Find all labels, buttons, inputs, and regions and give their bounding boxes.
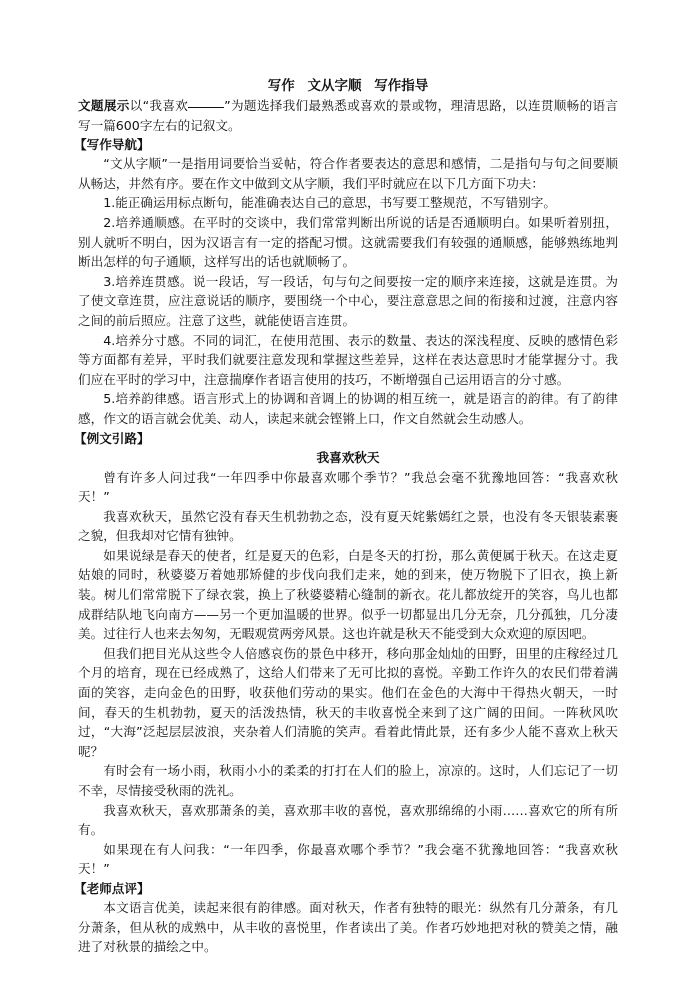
essay-paragraph-2: 我喜欢秋天，虽然它没有春天生机勃勃之态，没有夏天姹紫嫣红之景，也没有冬天银装素裹之貌，但我却对它情有独钟。 [78,508,618,544]
title-part-1: 写作 [267,78,295,94]
task-label: 文题展示 [78,98,130,113]
guide-point-3: 3.培养连贯感。说一段话，写一段话，句与句之间要按一定的顺序来连接，这就是连贯。为了使文章连贯，应注意说话的顺序，要围绕一个中心，要注意意思之间的衔接和过渡，注意内容之间的前后照应。注意了这些，就能使语言连贯。 [78,273,618,328]
task-text-before: 以“我喜欢 [129,98,189,113]
guide-point-2: 2.培养通顺感。在平时的交谈中，我们常常判断出所说的话是否通顺明白。如果听着别扭，别人就听不明白，因为汉语言有一定的搭配习惯。这就需要我们有较强的通顺感，能够熟练地判断出怎样的句子通顺，这样写出的话也就顺畅了。 [78,214,618,270]
essay-paragraph-5: 有时会有一场小雨，秋雨小小的柔柔的打打在人们的脸上，凉凉的。这时，人们忘记了一切不幸，尽情接受秋雨的洗礼。 [78,763,618,798]
title-part-2: 文从字顺 [307,78,362,94]
review-text: 本文语言优美，读起来很有韵律感。面对秋天，作者有独特的眼光：纵然有几分萧条，有几分萧条，但从秋的成熟中，从丰收的喜悦里，作者读出了美。作者巧妙地把对秋的赞美之情，融进了对秋景的描绘之中。 [78,899,618,955]
essay-paragraph-1: 曾有许多人问过我“一年四季中你最喜欢哪个季节？”我总会毫不犹豫地回答：“我喜欢秋天！” [78,469,618,505]
guide-heading: 【写作导航】 [74,137,150,153]
review-heading: 【老师点评】 [74,880,150,896]
document-page [74,76,619,957]
guide-intro: “文从字顺”一是指用词要恰当妥帖，符合作者要表达的意思和感情，二是指句与句之间要顺从畅达，井然有序。要在作文中做到文从字顺，我们平时就应在以下几方面下功夫： [78,156,618,191]
essay-paragraph-4: 但我们把目光从这些令人倍感哀伤的景色中移开，移向那金灿灿的田野，田里的庄稼经过几个月的培育，现在已经成熟了，这给人们带来了无可比拟的喜悦。辛勤工作许久的农民们带着满面的笑容，走向金色的田野，收获他们劳动的果实。他们在金色的大海中干得热火朝天，一时间，春天的生机勃勃，夏天的活泼热情，秋天的丰收喜悦全来到了这广阔的田间。一阵秋风吹过，“大海”泛起层层波浪，夹杂着人们清脆的笑声。看着此情此景，还有多少人能不喜欢上秋天呢？ [78,645,618,759]
task-text-after: ”为题选择我们最熟悉或喜欢的景或物，理清思路，以连贯顺畅的语言写一篇600字左右的记叙文。 [78,98,619,133]
essay-paragraph-6: 我喜欢秋天，喜欢那萧条的美，喜欢那丰收的喜悦，喜欢那绵绵的小雨……喜欢它的所有所有。 [78,802,618,838]
essay-paragraph-3: 如果说绿是春天的使者，红是夏天的色彩，白是冬天的打扮，那么黄便属于秋天。在这走夏姑娘的同时，秋婆婆万着她那矫健的步伐向我们走来，她的到来，使万物脱下了旧衣，换上新装。树儿们常常脱下了绿衣裳，换上了秋婆婆精心缝制的新衣。花儿都放绽开的笑容，鸟儿也都成群结队地飞向南方——另一个更加温暖的世界。似乎一切都显出几分无奈，几分孤独，几分凄美。过往行人也来去匆匆，无暇观赏两旁风景。这也许就是秋天不能受到大众欢迎的原因吧。 [78,547,618,642]
example-heading: 【例文引路】 [74,430,150,446]
essay-title: 我喜欢秋天 [316,449,380,465]
title-blank [188,106,224,108]
essay-paragraph-7: 如果现在有人问我：“一年四季，你最喜欢哪个季节？”我会毫不犹豫地回答：“我喜欢秋天！” [78,841,618,877]
task-paragraph [78,96,618,135]
guide-point-5: 5.培养韵律感。语言形式上的协调和音调上的协调的相互统一，就是语言的韵律。有了韵律感，作文的语言就会优美、动人，读起来就会铿锵上口，作文自然就会生动感人。 [78,391,618,426]
page-title [78,76,618,96]
title-part-3: 写作指导 [374,78,429,94]
guide-point-1: 1.能正确运用标点断句，能准确表达自己的意思，书写要工整规范，不写错别字。 [103,195,556,211]
guide-point-4: 4.培养分寸感。不同的词汇，在使用范围、表示的数量、表达的深浅程度、反映的感情色彩等方面都有差异，平时我们就要注意发现和掌握这些差异，这样在表达意思时才能掌握分寸。我们应在平时的学习中，注意揣摩作者语言使用的技巧，不断增强自己运用语言的分寸感。 [78,332,618,387]
